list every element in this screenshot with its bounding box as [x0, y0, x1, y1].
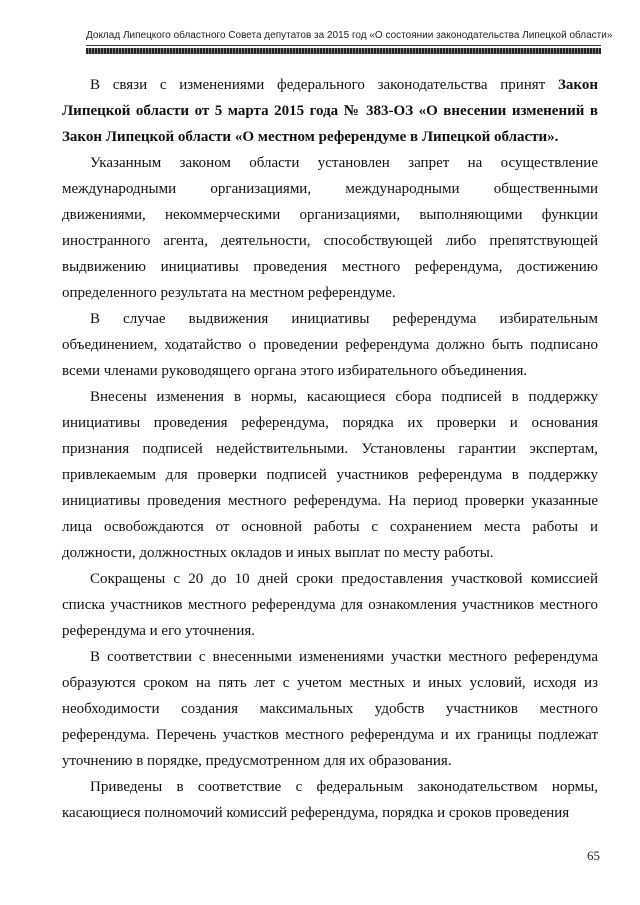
- text-line: определенного результата на местном референдуме.: [62, 285, 396, 301]
- text-line: международными организациями, международными общественными: [62, 181, 598, 197]
- text-line: необходимости создания максимальных удобств участников местного: [62, 701, 598, 717]
- text-line: референдума и его уточнения.: [62, 623, 256, 639]
- text-line: инициативы проведения референдума, порядка их проверки и основания: [62, 415, 598, 431]
- text-line: образуются сроком на пять лет с учетом местных и иных условий, исходя из: [62, 675, 598, 691]
- paragraph: [62, 566, 598, 644]
- text-line: Липецкой области от 5 марта 2015 года № 383-ОЗ «О внесении изменений в: [62, 103, 598, 119]
- paragraph: [62, 644, 598, 774]
- text-line: объединением, ходатайство о проведении референдума должно быть подписано: [62, 337, 598, 353]
- text-line: Приведены в соответствие с федеральным законодательством нормы,: [90, 779, 598, 795]
- paragraph: [62, 774, 598, 826]
- text-line: Сокращены с 20 до 10 дней сроки предоставления участковой комиссией: [90, 571, 598, 587]
- paragraph: [62, 72, 598, 150]
- text-line: Указанным законом области установлен запрет на осуществление: [90, 155, 598, 171]
- text-line: Внесены изменения в нормы, касающиеся сбора подписей в поддержку: [90, 389, 598, 405]
- text-line: инициативы проведения местного референдума. На период проверки указанные: [62, 493, 598, 509]
- text-line: привлекаемым для проверки подписей участников референдума в поддержку: [62, 467, 598, 483]
- text-line: Закон Липецкой области «О местном референдуме в Липецкой области».: [62, 129, 559, 145]
- text-line: иностранного агента, деятельности, способствующей либо препятствующей: [62, 233, 598, 249]
- paragraph: [62, 306, 598, 384]
- text-line: В связи с изменениями федерального законодательства принят Закон: [90, 77, 598, 93]
- text-line: списка участников местного референдума для ознакомления участников местного: [62, 597, 598, 613]
- paragraph: [62, 384, 598, 566]
- text-line: уточнению в порядке, предусмотренном для их образования.: [62, 753, 452, 769]
- text-line: признания подписей недействительными. Установлены гарантии экспертам,: [62, 441, 598, 457]
- header-rule: [86, 45, 601, 46]
- text-line: выдвижению инициативы проведения местного референдума, достижению: [62, 259, 598, 275]
- text-line: должности, должностных окладов и иных выплат по месту работы.: [62, 545, 494, 561]
- text-line: всеми членами руководящего органа этого избирательного объединения.: [62, 363, 528, 379]
- text-line: движениями, некоммерческими организациями, выполняющими функции: [62, 207, 598, 223]
- paragraph: [62, 150, 598, 306]
- document-body: [62, 72, 598, 826]
- text-line: референдума. Перечень участков местного референдума и их границы подлежат: [62, 727, 598, 743]
- text-line: касающиеся полномочий комиссий референдума, порядка и сроков проведения: [62, 805, 570, 821]
- page-number: 65: [587, 848, 600, 863]
- text-line: В соответствии с внесенными изменениями участки местного референдума: [90, 649, 598, 665]
- text-line: лица освобождаются от основной работы с сохранением места работы и: [62, 519, 598, 535]
- text-line: В случае выдвижения инициативы референдума избирательным: [90, 311, 598, 327]
- header-rule-decorative: [86, 48, 601, 54]
- running-header: Доклад Липецкого областного Совета депутатов за 2015 год «О состоянии законодательства Липецкой области»: [86, 30, 613, 41]
